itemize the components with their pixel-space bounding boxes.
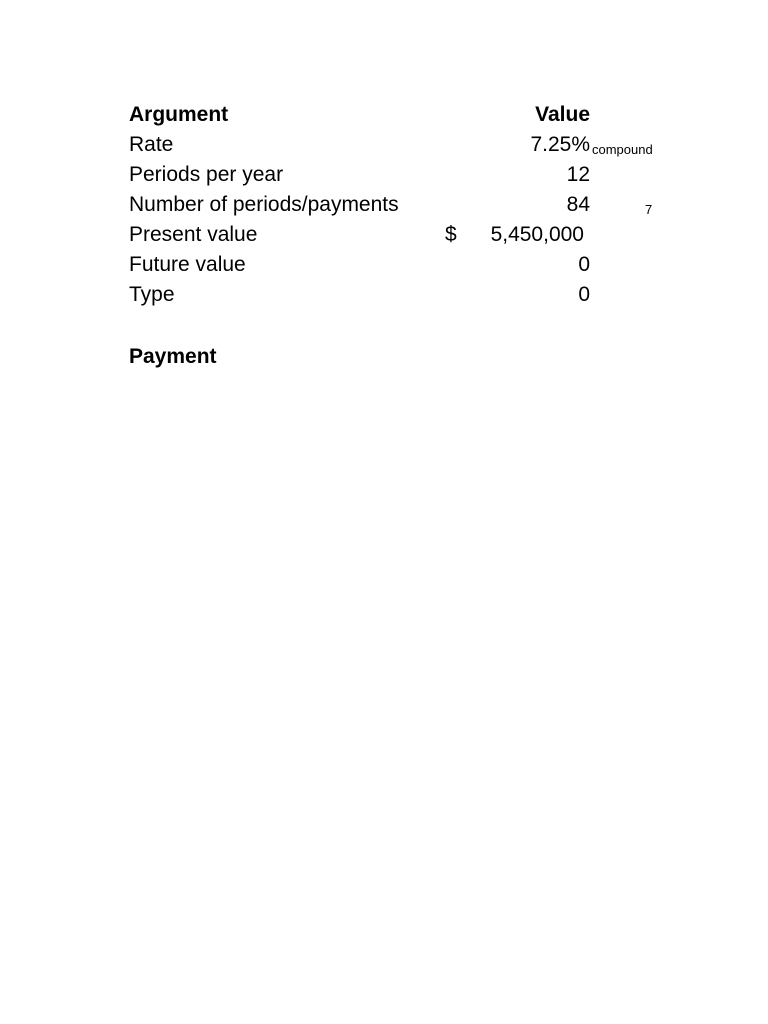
number-of-periods-value[interactable]: 84: [566, 193, 590, 216]
periods-per-year-row: [0, 160, 768, 190]
present-value-currency: $: [445, 223, 457, 246]
number-of-periods-note: 7: [645, 202, 653, 217]
present-value-label: Present value: [129, 223, 258, 246]
rate-compound-note: compound: [592, 142, 653, 157]
rate-value[interactable]: 7.25%: [530, 133, 590, 156]
type-value[interactable]: 0: [578, 283, 590, 306]
number-of-periods-label: Number of periods/payments: [129, 193, 399, 216]
payment-row: [0, 342, 768, 372]
argument-header: Argument: [129, 103, 229, 126]
present-value-amount[interactable]: 5,450,000: [490, 223, 584, 246]
rate-row: [0, 130, 768, 160]
type-row: [0, 280, 768, 310]
rate-label: Rate: [129, 133, 174, 156]
periods-per-year-label: Periods per year: [129, 163, 284, 186]
type-label: Type: [129, 283, 175, 306]
header-row: [0, 100, 768, 130]
present-value-row: [0, 220, 768, 250]
number-of-periods-row: [0, 190, 768, 220]
future-value-label: Future value: [129, 253, 246, 276]
future-value-row: [0, 250, 768, 280]
payment-label: Payment: [129, 345, 217, 368]
periods-per-year-value[interactable]: 12: [566, 163, 590, 186]
future-value-value[interactable]: 0: [578, 253, 590, 276]
value-header: Value: [535, 103, 590, 126]
